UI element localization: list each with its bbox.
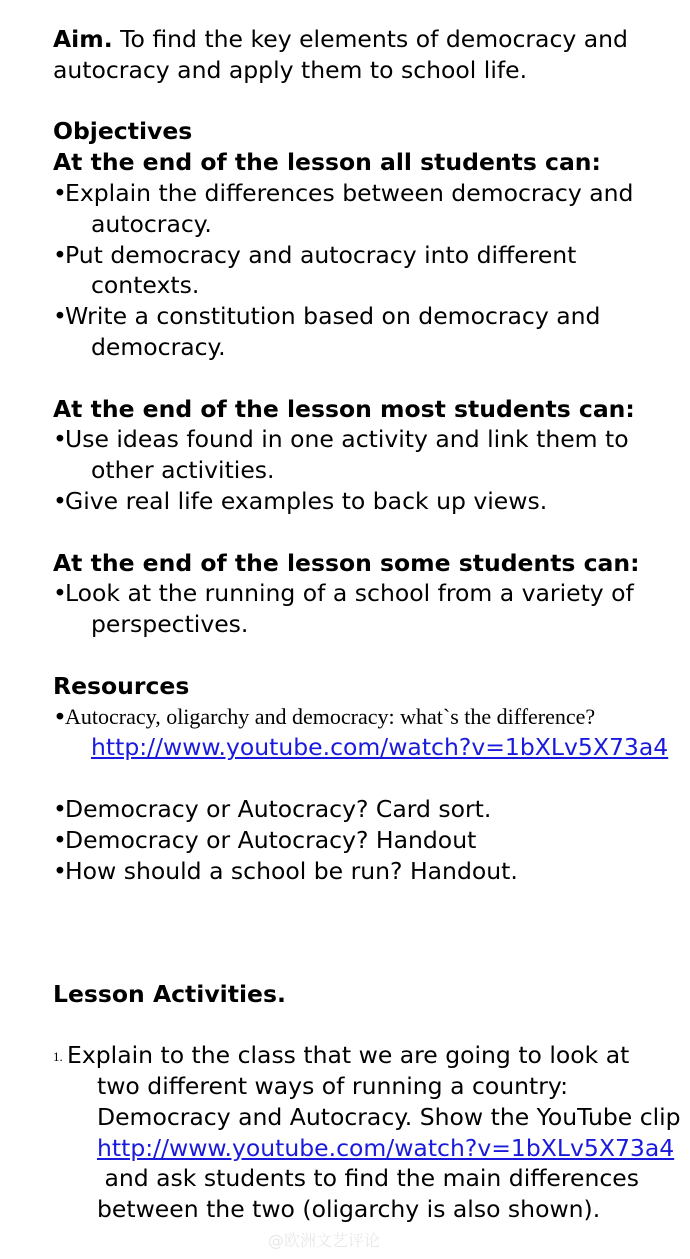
aim-label: Aim. [53,25,113,53]
bullet-icon: • [53,702,67,731]
activities-heading: Lesson Activities. [53,979,286,1008]
list-item: • Explain the differences between democracy and autocracy. [53,178,634,238]
bullet-icon: • [53,825,67,854]
list-item: • Give real life examples to back up views. [53,486,548,515]
bullet-icon: • [53,794,67,823]
bullet-icon: • [53,486,67,515]
some-students-heading: At the end of the lesson some students can: [53,548,640,577]
list-item: • Put democracy and autocracy into different contexts. [53,240,577,300]
bullet-icon: • [53,240,67,269]
activity-item-1: 1. Explain to the class that we are going to look at two different ways of running a country: Democracy and Autocracy. Show the YouTube clip http://www.youtube.com/watch?v=1bXLv5X73a4 and ask students to find the main differences between the two (oligarchy is also shown). [53,1041,681,1224]
bullet-icon: • [53,302,67,331]
list-item: • Look at the running of a school from a variety of perspectives. [53,579,634,639]
list-item: • How should a school be run? Handout. [53,856,518,885]
objectives-heading: Objectives [53,117,193,146]
aim-text-1: To find the key elements of democracy and [120,25,628,53]
all-students-heading: At the end of the lesson all students can: [53,148,601,177]
youtube-link[interactable]: http://www.youtube.com/watch?v=1bXLv5X73a4 [97,1133,675,1162]
bullet-icon: • [53,579,67,608]
list-item: • Write a constitution based on democracy and democracy. [53,302,601,361]
most-students-heading: At the end of the lesson most students can: [53,394,635,423]
bullet-icon: • [53,425,67,454]
resources-heading: Resources [53,671,190,700]
list-item: • Democracy or Autocracy? Handout [53,825,477,854]
bullet-icon: • [53,178,67,207]
list-item: • Use ideas found in one activity and link them to other activities. [53,425,629,485]
youtube-link[interactable]: http://www.youtube.com/watch?v=1bXLv5X73a4 [91,733,669,762]
bullet-icon: • [53,856,67,885]
aim-text-2: autocracy and apply them to school life. [53,55,528,84]
resource-video-item [53,702,683,764]
resource-video-title: Autocracy, oligarchy and democracy: what`s the difference? [65,703,596,729]
watermark: @欧洲文艺评论 [268,1231,381,1250]
lesson-plan-document [53,24,683,1225]
list-item: • Democracy or Autocracy? Card sort. [53,794,492,823]
aim-line-1 [53,24,683,55]
activity-number: 1. [53,1049,63,1065]
